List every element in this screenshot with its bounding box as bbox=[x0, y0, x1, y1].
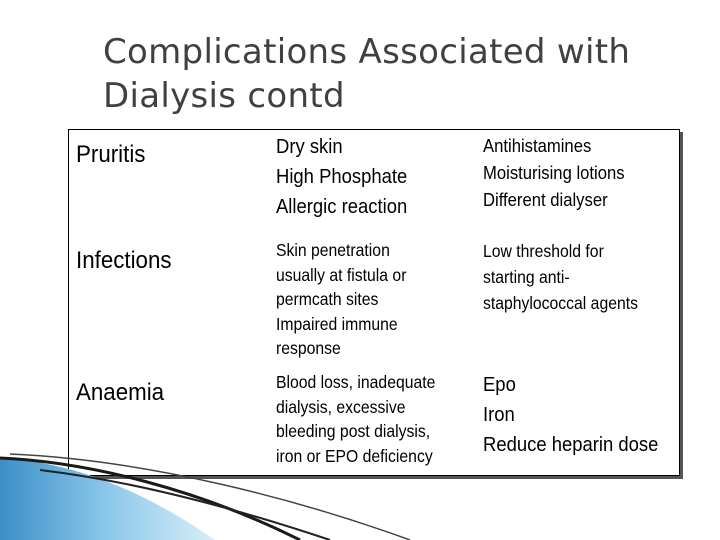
management-line: staphylococcal agents bbox=[483, 293, 638, 313]
management-line: Moisturising lotions bbox=[483, 162, 625, 183]
cause-line: Blood loss, inadequate bbox=[276, 372, 436, 392]
cause-line: iron or EPO deficiency bbox=[276, 445, 433, 466]
management-cell bbox=[476, 368, 679, 475]
title-line-2: Dialysis contd bbox=[103, 76, 345, 116]
condition-cell bbox=[69, 130, 269, 236]
management-line: Reduce heparin dose bbox=[483, 433, 659, 456]
management-line: Iron bbox=[483, 403, 515, 426]
slide-title bbox=[103, 30, 703, 118]
cause-line: Dry skin bbox=[276, 135, 343, 158]
title-line-1: Complications Associated with bbox=[103, 32, 631, 72]
management-line: starting anti- bbox=[483, 267, 570, 287]
cause-line: usually at fistula or bbox=[276, 264, 407, 285]
cause-line: Impaired immune bbox=[276, 313, 398, 334]
complications-table bbox=[68, 129, 680, 476]
decorative-wave bbox=[0, 440, 420, 540]
condition-label: Pruritis bbox=[76, 141, 146, 168]
causes-cell bbox=[269, 236, 476, 368]
management-cell bbox=[476, 130, 679, 236]
management-cell bbox=[476, 236, 679, 368]
management-line: Epo bbox=[483, 373, 516, 396]
cause-line: dialysis, excessive bbox=[276, 396, 406, 417]
condition-label: Anaemia bbox=[76, 379, 165, 406]
cause-line: response bbox=[276, 338, 341, 358]
cause-line: Allergic reaction bbox=[276, 195, 408, 218]
causes-cell bbox=[269, 130, 476, 236]
table-row bbox=[69, 236, 679, 368]
table-row bbox=[69, 130, 679, 236]
cause-line: Skin penetration bbox=[276, 240, 390, 260]
cause-line: High Phosphate bbox=[276, 165, 408, 188]
management-line: Different dialyser bbox=[483, 189, 608, 210]
condition-cell bbox=[69, 236, 269, 368]
cause-line: permcath sites bbox=[276, 289, 379, 309]
cause-line: bleeding post dialysis, bbox=[276, 421, 431, 441]
management-line: Low threshold for bbox=[483, 241, 604, 261]
management-line: Antihistamines bbox=[483, 135, 592, 156]
condition-label: Infections bbox=[76, 247, 172, 274]
